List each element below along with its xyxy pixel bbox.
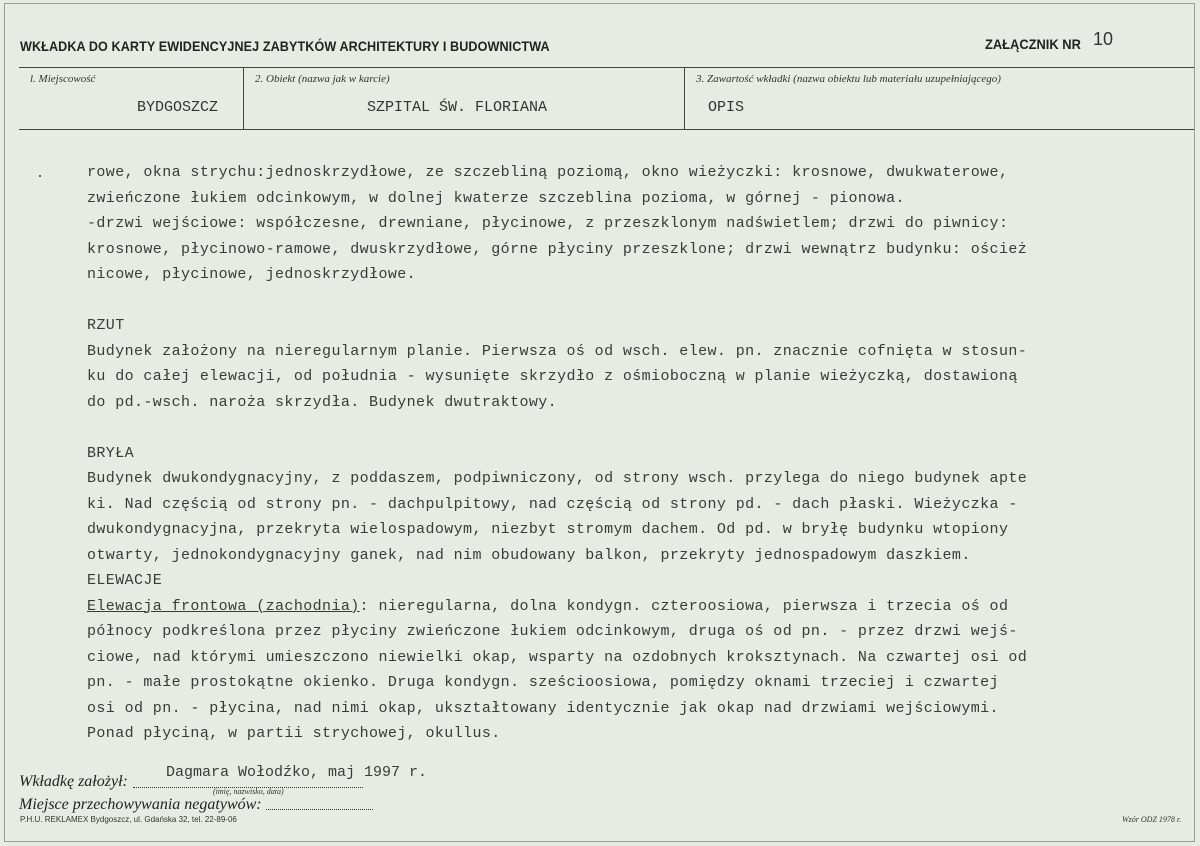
header-fields [19, 67, 1194, 130]
text-line: Budynek założony na nieregularnym planie. Pierwsza oś od wsch. elew. pn. znacznie cofnięta w stosun- [87, 342, 1028, 360]
text-line: zwieńczone łukiem odcinkowym, w dolnej kwaterze szczeblina pozioma, w górnej - pionowa. [87, 189, 905, 207]
text-line: krosnowe, płycinowo-ramowe, dwuskrzydłowe, górne płyciny przeszklone; drzwi wewnątrz budynku: oścież [87, 240, 1028, 258]
field-object-label: 2. Obiekt (nazwa jak w karcie) [255, 73, 390, 85]
field-object [243, 68, 684, 129]
section-heading-bryla: BRYŁA [87, 444, 135, 462]
text-line [87, 594, 1167, 620]
elevation-subheading: Elewacja frontowa (zachodnia) [87, 597, 360, 615]
field-content [684, 68, 1194, 129]
printer-imprint: P.H.U. REKLAMEX Bydgoszcz, ul. Gdańska 32, tel. 22-89-06 [20, 815, 237, 824]
text-line: Budynek dwukondygnacyjny, z poddaszem, podpiwniczony, od strony wsch. przylega do niego budynek apte [87, 470, 1028, 487]
text-line: ki. Nad częścią od strony pn. - dachpulpitowy, nad częścią od strony pd. - dach płaski. Wieżyczka - [87, 495, 1018, 513]
field-object-value: SZPITAL ŚW. FLORIANA [367, 99, 548, 116]
text-line: dwukondygnacyjna, przekryta wielospadowym, niezbyt stromym dachem. Od pd. w bryłę budynku wtopiony [87, 521, 1009, 538]
text-line: ku do całej elewacji, od południa - wysunięte skrzydło z ośmioboczną w planie wieżyczką, dostawioną [87, 368, 1018, 385]
field-locality [19, 68, 243, 129]
section-heading-rzut: RZUT [87, 317, 125, 334]
annex-number: 10 [1093, 29, 1114, 49]
negatives-location-dotted-line [266, 809, 373, 810]
founded-by-value: Dagmara Wołodźko, maj 1997 r. [166, 764, 428, 781]
elevation-text: : nieregularna, dolna kondygn. czteroosiowa, pierwsza i trzecia oś od [359, 597, 1009, 615]
section-heading-elewacje: ELEWACJE [87, 572, 163, 589]
form-code: Wzór ODZ 1978 r. [1122, 815, 1182, 824]
text-line: pn. - małe prostokątne okienko. Druga kondygn. sześcioosiowa, pomiędzy oknami trzeciej i czwartej [87, 674, 999, 691]
annex-label: ZAŁĄCZNIK NR [985, 36, 1081, 52]
founded-by-label: Wkładkę założył: [19, 773, 128, 790]
form-title: WKŁADKA DO KARTY EWIDENCYJNEJ ZABYTKÓW ARCHITEKTURY I BUDOWNICTWA [20, 38, 550, 54]
text-line: północy podkreślona przez płyciny zwieńczone łukiem odcinkowym, druga oś od pn. - przez drzwi wejś- [87, 623, 1018, 640]
field-content-value: OPIS [708, 99, 745, 116]
text-line: nicowe, płycinowe, jednoskrzydłowe. [87, 266, 417, 283]
text-line: -drzwi wejściowe: współczesne, drewniane, płycinowe, z przeszklonym nadświetlem; drzwi do piwnicy: [87, 215, 1009, 232]
stray-mark [39, 175, 41, 177]
text-line: Ponad płyciną, w partii strychowej, okullus. [87, 725, 501, 742]
text-line: do pd.-wsch. naroża skrzydła. Budynek dwutraktowy. [87, 393, 558, 411]
text-line: rowe, okna strychu:jednoskrzydłowe, ze szczebliną poziomą, okno wieżyczki: krosnowe, dwukwaterowe, [87, 164, 1009, 181]
field-content-label: 3. Zawartość wkładki (nazwa obiektu lub materiału uzupełniającego) [696, 73, 1001, 85]
description-body [87, 160, 1167, 747]
field-locality-value: BYDGOSZCZ [137, 99, 219, 116]
negatives-location-label: Miejsce przechowywania negatywów: [19, 796, 262, 813]
text-line: otwarty, jednokondygnacyjny ganek, nad nim obudowany balkon, przekryty jednospadowym daszkiem. [87, 546, 971, 564]
founded-by-hint: (imię, nazwisko, data) [213, 787, 284, 796]
field-locality-label: l. Miejscowość [30, 73, 96, 85]
text-line: ciowe, nad którymi umieszczono niewielki okap, wsparty na ozdobnych kroksztynach. Na czwartej osi od [87, 648, 1028, 666]
text-line: osi od pn. - płycina, nad nimi okap, ukształtowany identycznie jak okap nad drzwiami wejściowymi. [87, 699, 999, 717]
